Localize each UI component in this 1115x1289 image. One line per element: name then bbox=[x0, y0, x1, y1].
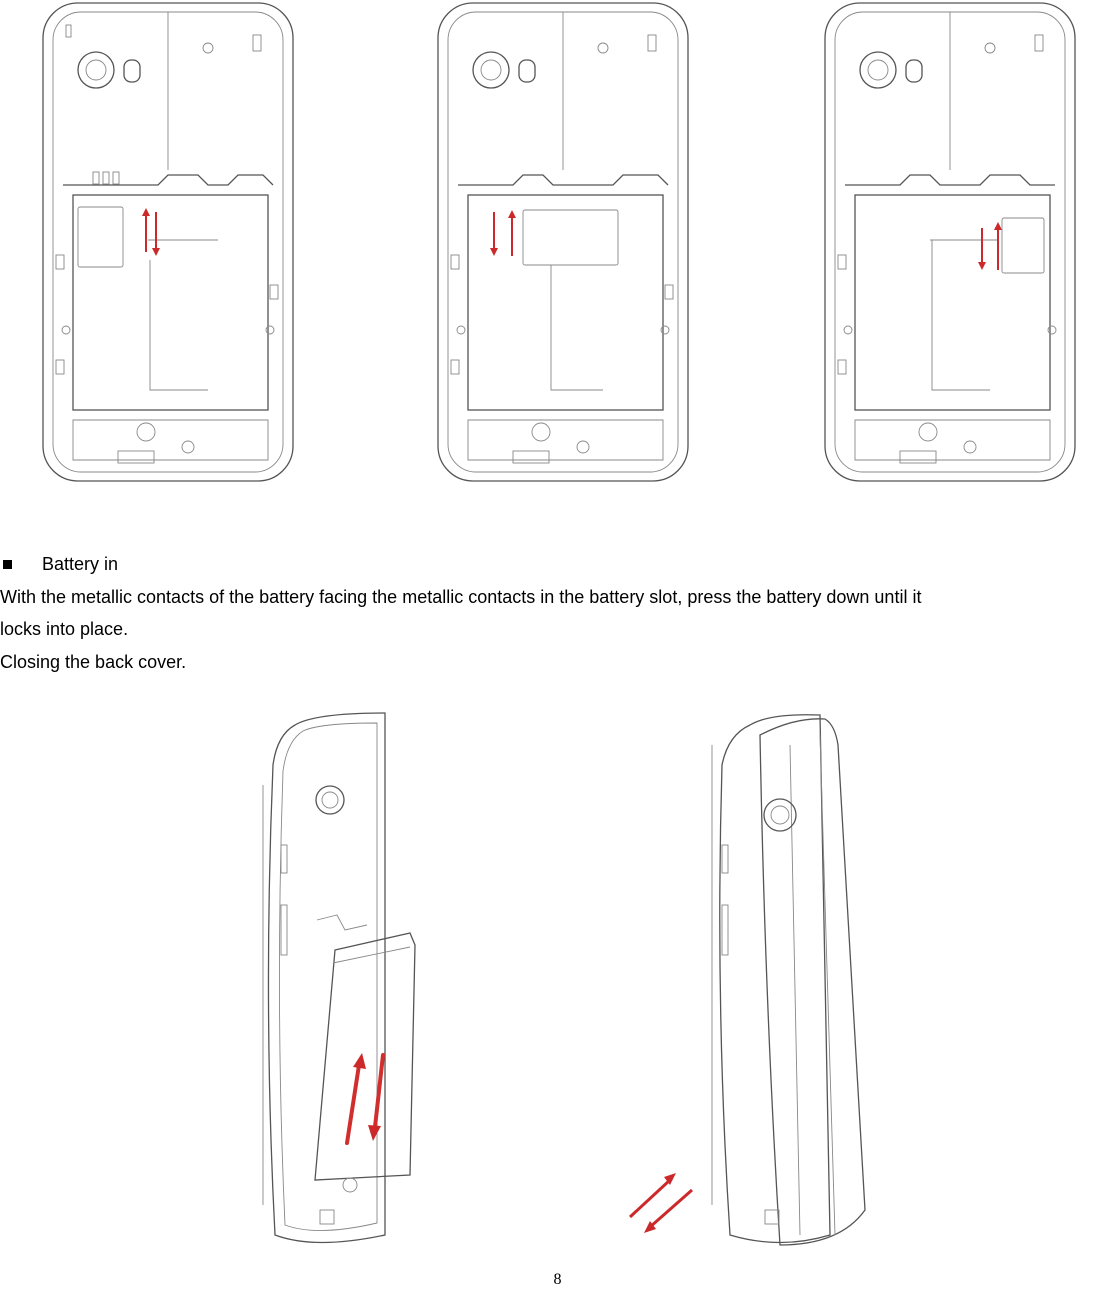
bullet-heading-text: Battery in bbox=[42, 553, 119, 574]
phone-back-diagram-sim1 bbox=[38, 0, 298, 485]
phone-back-diagram-sim2 bbox=[433, 0, 693, 485]
phone-back-diagram-memory-card bbox=[820, 0, 1080, 485]
square-bullet-icon bbox=[3, 560, 12, 569]
back-cover-closing-diagram bbox=[620, 705, 880, 1255]
instruction-line-2: locks into place. bbox=[0, 619, 129, 639]
bullet-heading bbox=[0, 552, 118, 576]
instruction-line-1: With the metallic contacts of the battery facing the metallic contacts in the battery slot, press the battery down until it bbox=[0, 587, 922, 607]
page-number: 8 bbox=[553, 1271, 562, 1288]
closing-instruction: Closing the back cover. bbox=[0, 652, 187, 672]
battery-insertion-diagram bbox=[255, 705, 435, 1255]
